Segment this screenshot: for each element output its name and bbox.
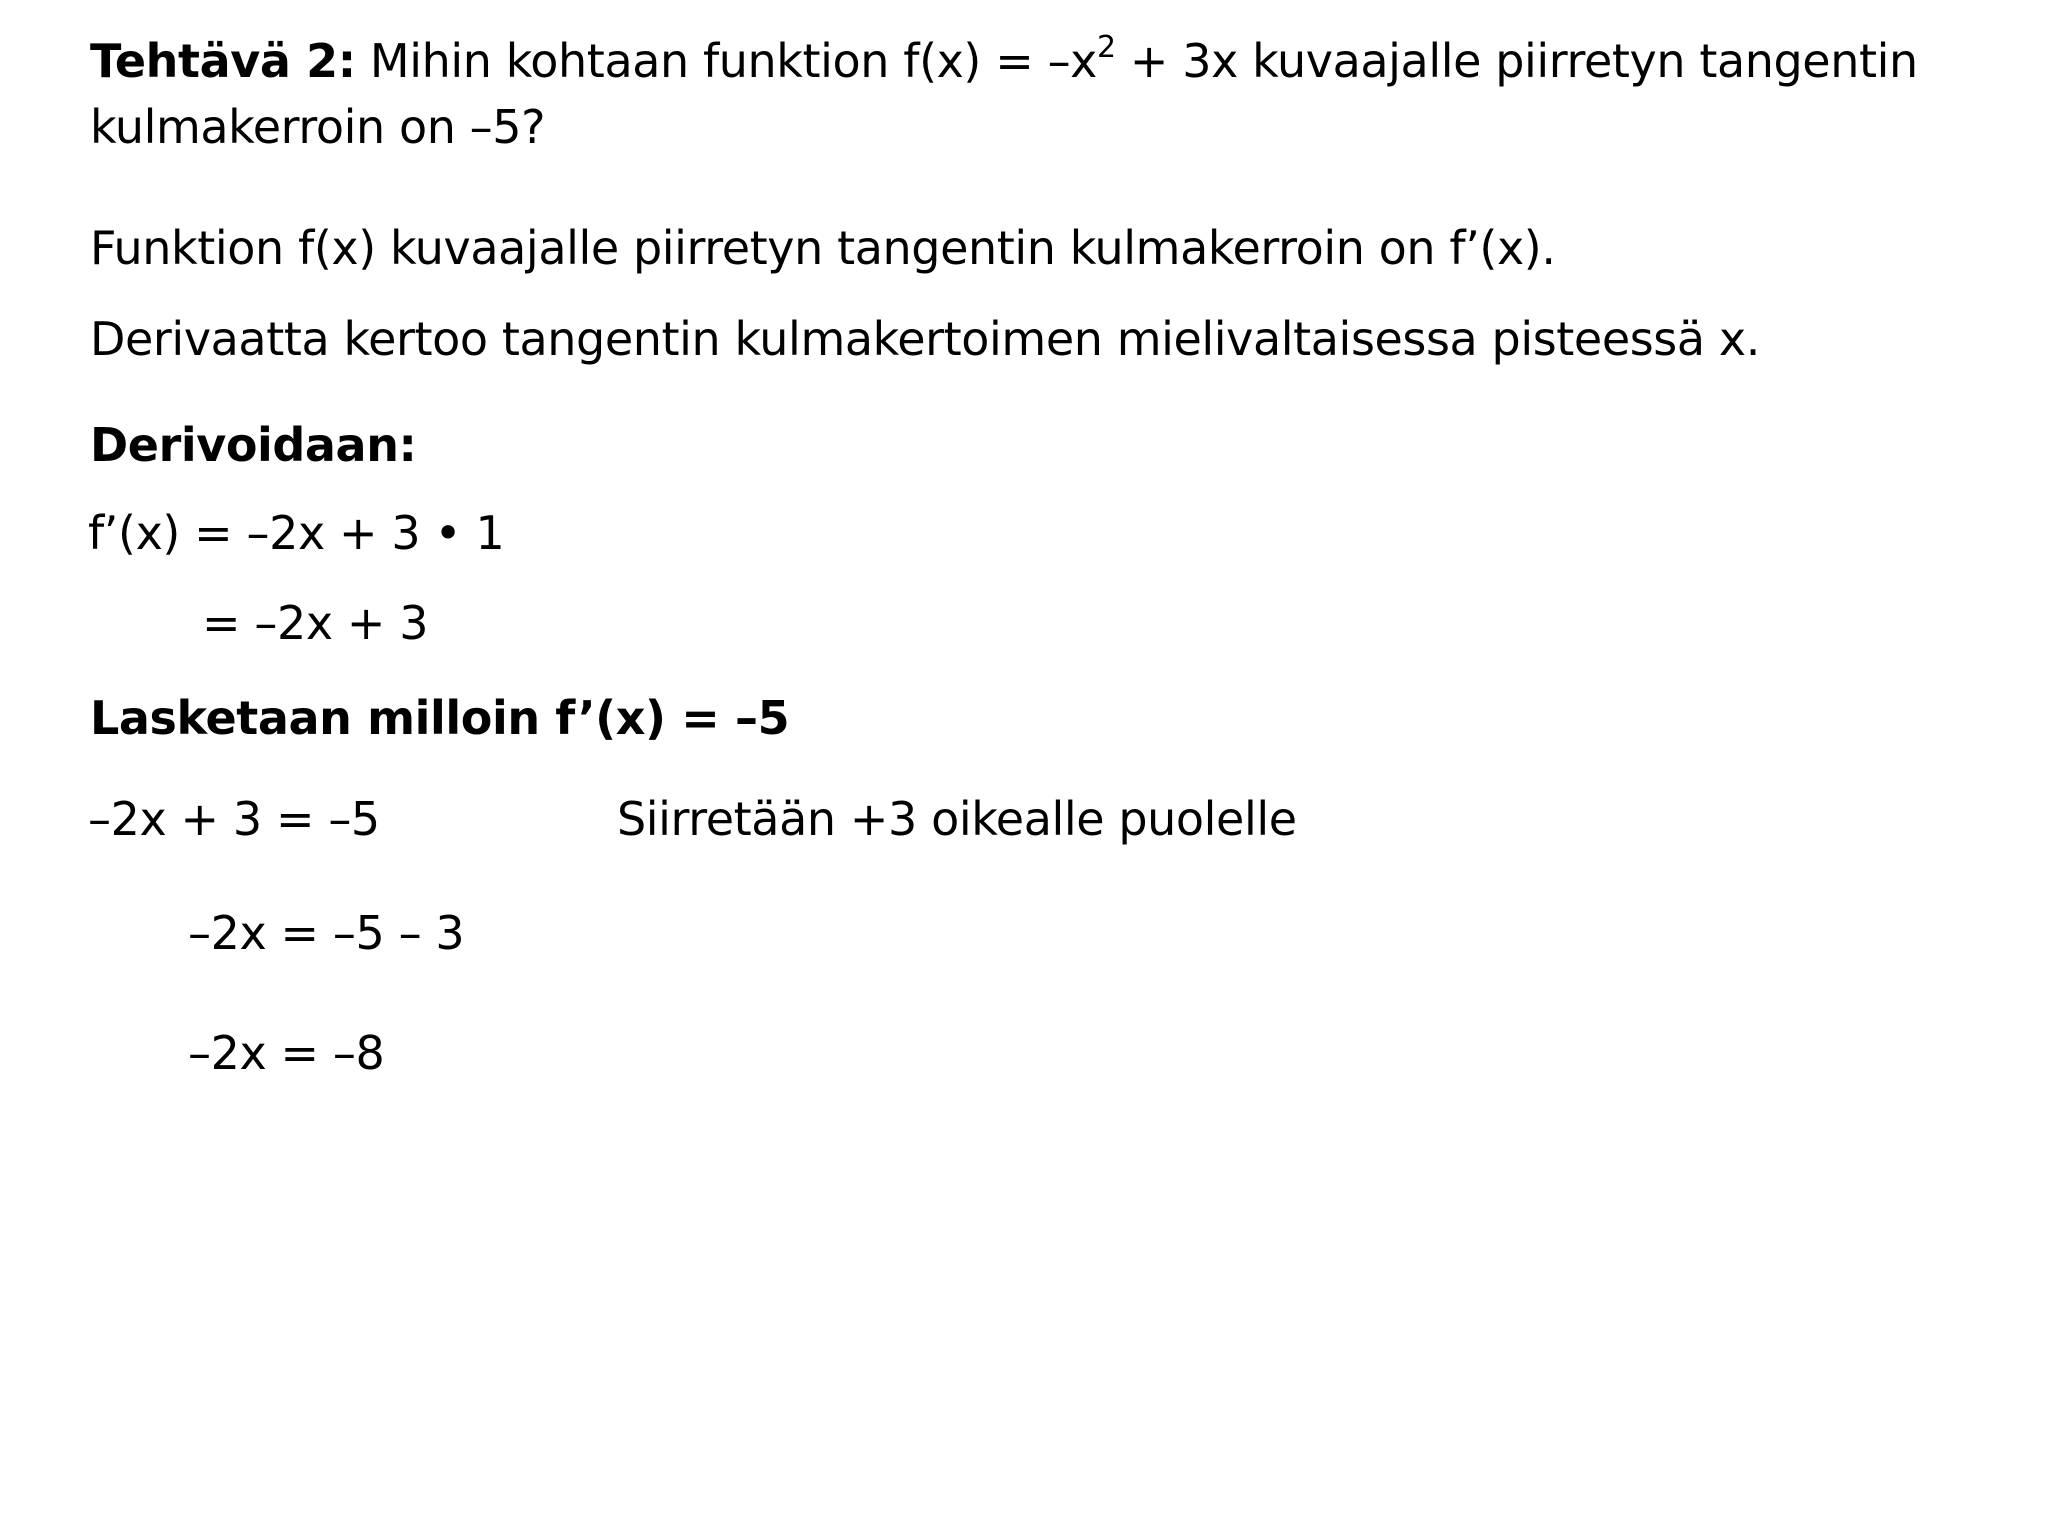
derivation-step1: f’(x) = –2x + 3 • 1	[88, 506, 505, 560]
task-label: Tehtävä 2:	[90, 34, 356, 88]
equation-1-note: Siirretään +3 oikealle puolelle	[617, 792, 1297, 846]
task-exponent: 2	[1097, 29, 1116, 65]
derivation-heading: Derivoidaan:	[90, 418, 417, 472]
explanation-line1: Funktion f(x) kuvaajalle piirretyn tangentin kulmakerroin on f’(x).	[90, 221, 1556, 275]
equation-1: –2x + 3 = –5	[88, 792, 380, 846]
task-statement-line1	[90, 28, 1918, 94]
task-statement-line2: kulmakerroin on –5?	[90, 100, 546, 154]
equation-2: –2x = –5 – 3	[188, 906, 465, 960]
task-text-part1: Mihin kohtaan funktion f(x) = –x	[355, 34, 1097, 88]
solve-heading: Lasketaan milloin f’(x) = –5	[90, 691, 790, 745]
explanation-line2: Derivaatta kertoo tangentin kulmakertoimen mielivaltaisessa pisteessä x.	[90, 312, 1760, 366]
task-text-part2: + 3x kuvaajalle piirretyn tangentin	[1115, 34, 1918, 88]
derivation-step2: = –2x + 3	[202, 596, 429, 650]
equation-3: –2x = –8	[188, 1026, 385, 1080]
